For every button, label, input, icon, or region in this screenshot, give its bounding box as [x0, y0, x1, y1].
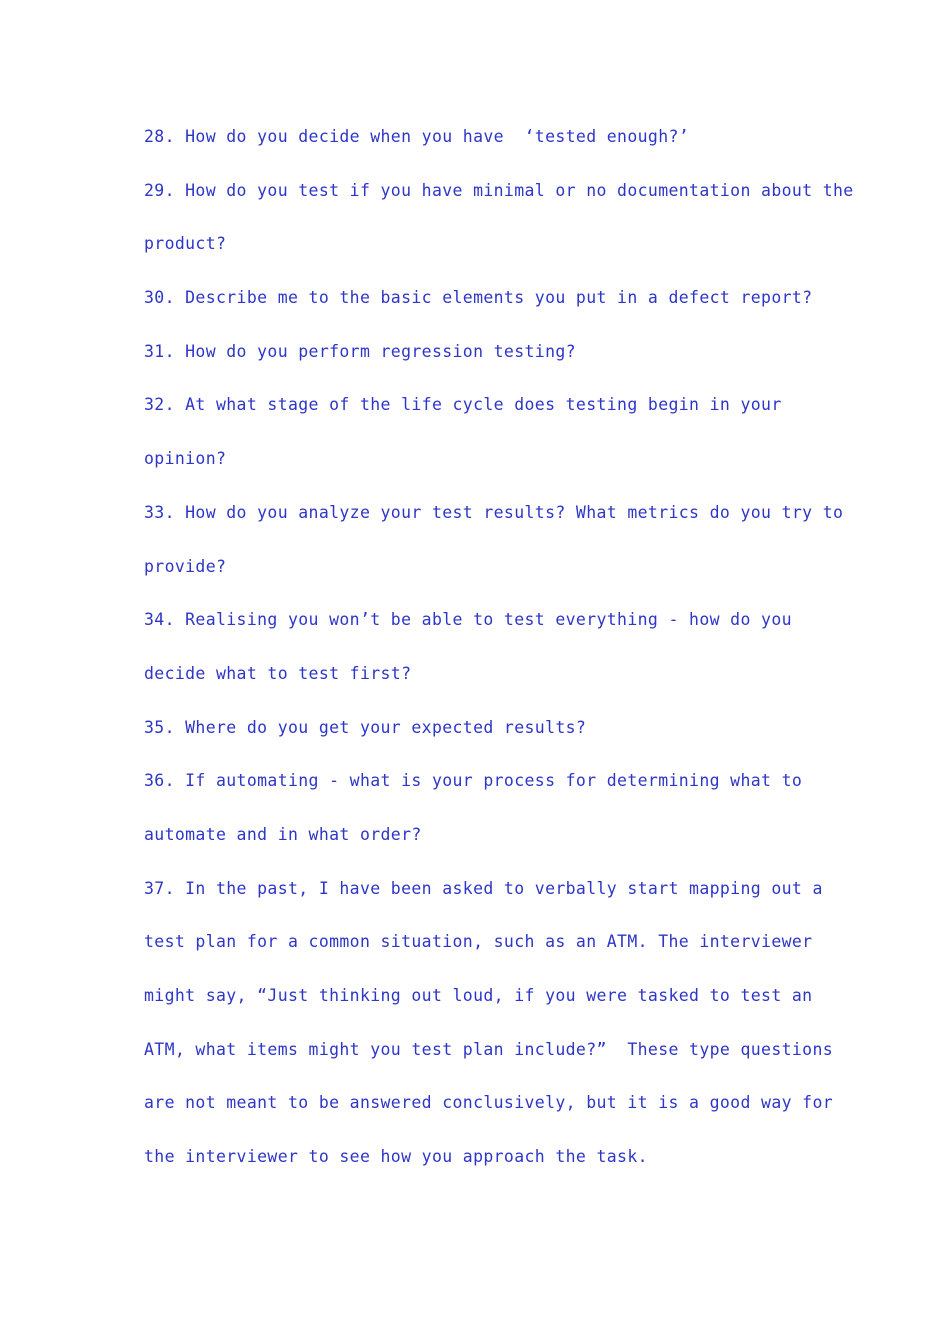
text-line: 34. Realising you won’t be able to test everything - how do you	[144, 610, 792, 630]
text-line: ATM, what items might you test plan include?” These type questions	[144, 1039, 834, 1059]
text-line: 31. How do you perform regression testing?	[144, 341, 576, 361]
text-line: opinion?	[144, 449, 227, 469]
text-line: decide what to test first?	[144, 663, 412, 683]
text-line: 28. How do you decide when you have ‘tested enough?’	[144, 127, 690, 146]
text-line: 29. How do you test if you have minimal or no documentation about the	[144, 180, 854, 200]
text-line: test plan for a common situation, such as an ATM. The interviewer	[144, 932, 813, 952]
text-line: product?	[144, 234, 227, 254]
text-line: 35. Where do you get your expected results?	[144, 717, 587, 737]
text-line: 33. How do you analyze your test results? What metrics do you try to	[144, 502, 844, 522]
text-line: 37. In the past, I have been asked to verbally start mapping out a	[144, 878, 823, 898]
text-line: provide?	[144, 556, 227, 576]
text-line: 36. If automating - what is your process for determining what to	[144, 771, 803, 791]
text-line: automate and in what order?	[144, 824, 422, 844]
text-line: the interviewer to see how you approach the task.	[144, 1147, 648, 1167]
text-line: might say, “Just thinking out loud, if you were tasked to test an	[144, 986, 813, 1005]
text-line: 32. At what stage of the life cycle does testing begin in your	[144, 395, 782, 415]
question-list	[144, 116, 854, 1190]
text-line: 30. Describe me to the basic elements you put in a defect report?	[144, 288, 813, 308]
text-line: are not meant to be answered conclusively, but it is a good way for	[144, 1093, 834, 1113]
